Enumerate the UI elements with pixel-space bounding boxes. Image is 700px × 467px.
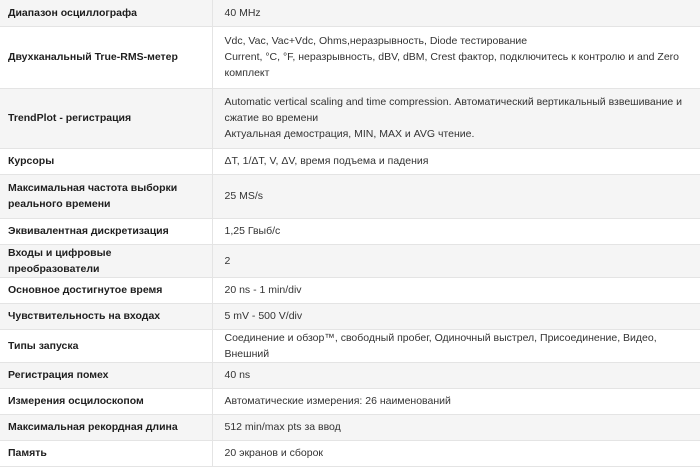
spec-value: 1,25 Гвыб/с [212,218,700,244]
spec-name: Основное достигнутое время [0,277,212,303]
spec-value: 40 ns [212,362,700,388]
spec-name: Эквивалентная дискретизация [0,218,212,244]
spec-name: Чувствительность на входах [0,303,212,329]
table-row [0,218,700,244]
table-row [0,388,700,414]
table-row [0,148,700,174]
spec-value: 20 ns - 1 min/div [212,277,700,303]
table-row [0,174,700,218]
spec-name: Память [0,440,212,466]
spec-name: Максимальная частота выборки реального времени [0,174,212,218]
spec-name: Типы запуска [0,329,212,362]
table-row [0,362,700,388]
spec-name: Двухканальный True-RMS-метер [0,26,212,88]
spec-name: Измерения осцилоскопом [0,388,212,414]
spec-name: Курсоры [0,148,212,174]
table-row [0,303,700,329]
spec-value: 512 min/max pts за ввод [212,414,700,440]
table-row [0,88,700,148]
spec-name: TrendPlot - регистрация [0,88,212,148]
table-row [0,329,700,362]
table-row [0,440,700,466]
spec-value: ΔT, 1/ΔT, V, ΔV, время подъема и падения [212,148,700,174]
table-row [0,244,700,277]
spec-name: Диапазон осциллографа [0,0,212,26]
spec-value: 2 [212,244,700,277]
table-row [0,26,700,88]
spec-value: Vdc, Vac, Vac+Vdc, Ohms,неразрывность, Diode тестирование Current, °C, °F, неразрывность, dBV, dBM, Crest фактор, подключитесь к контролю и and Zero комплект [212,26,700,88]
table-row [0,277,700,303]
spec-value: Соединение и обзор™, свободный пробег, Одиночный выстрел, Присоединение, Видео, Внешний [212,329,700,362]
spec-value: 20 экранов и сборок [212,440,700,466]
table-row [0,414,700,440]
spec-name: Регистрация помех [0,362,212,388]
spec-value: Автоматические измерения: 26 наименований [212,388,700,414]
spec-value: Automatic vertical scaling and time compression. Автоматический вертикальный взвешивание и сжатие во времени Актуальная демострация, MIN, MAX и AVG чтение. [212,88,700,148]
spec-name: Максимальная рекордная длина [0,414,212,440]
spec-value: 40 MHz [212,0,700,26]
table-row [0,0,700,26]
spec-value: 25 MS/s [212,174,700,218]
spec-name: Входы и цифровые преобразователи [0,244,212,277]
spec-value: 5 mV - 500 V/div [212,303,700,329]
